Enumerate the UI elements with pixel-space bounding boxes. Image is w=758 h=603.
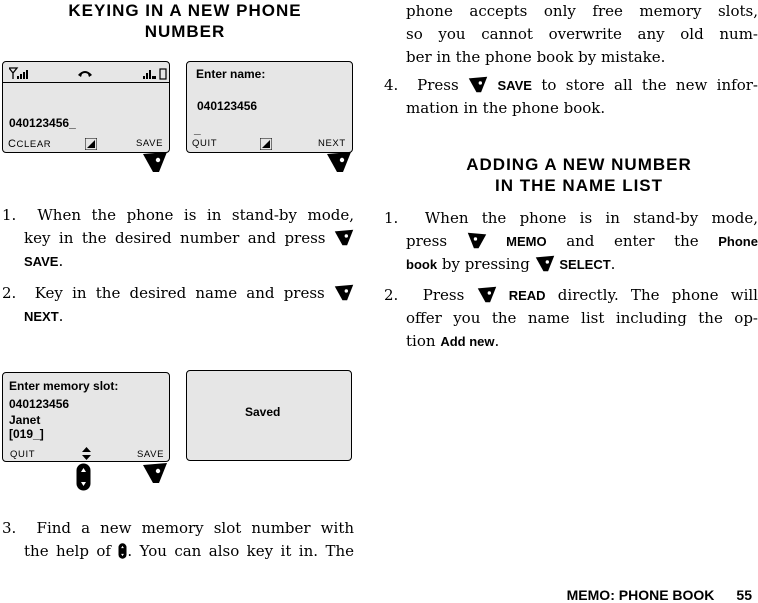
- step-text: and enter the: [566, 232, 699, 250]
- right-softkey-icon: [468, 76, 488, 93]
- edit-icon: [85, 138, 97, 150]
- right-softkey-icon: [334, 229, 354, 246]
- right-softkey-icon: [477, 286, 497, 303]
- softkey-save: SAVE: [137, 449, 165, 460]
- right-softkey-icon: [334, 284, 354, 301]
- step-2-right: [384, 284, 758, 353]
- number-display: 040123456_: [9, 116, 76, 130]
- scroll-arrows-icon: [82, 447, 91, 460]
- step-text: so you cannot overwrite any old num-: [406, 25, 758, 43]
- step-text: Press: [417, 76, 459, 94]
- step-text: mation in the phone book.: [406, 99, 606, 117]
- key-label: NEXT: [24, 309, 59, 324]
- step-2-left: [2, 282, 354, 328]
- step-text: . You can also key it in. The: [127, 542, 354, 560]
- name-display: Janet: [9, 413, 41, 427]
- right-softkey-icon: [142, 463, 168, 483]
- step-text: Find a new memory slot number with: [36, 519, 355, 537]
- heading-line: ADDING A NEW NUMBER: [466, 155, 692, 174]
- key-label: MEMO: [506, 234, 547, 249]
- right-softkey-icon: [326, 152, 352, 172]
- heading-keying-new-number: [10, 0, 360, 42]
- signal-icon: [9, 68, 28, 79]
- edit-icon: [260, 138, 272, 150]
- heading-line: KEYING IN A NEW PHONE: [68, 1, 302, 20]
- step-text: .: [610, 255, 616, 273]
- page-number: 55: [736, 587, 752, 603]
- phone-screen-enter-name: [186, 61, 353, 153]
- step-3-left: [2, 517, 354, 563]
- step-text: Key in the desired name and press: [34, 284, 325, 302]
- number-display: 040123456: [9, 397, 70, 411]
- step-number: 1.: [2, 206, 17, 224]
- right-softkey-icon: [142, 152, 168, 172]
- step-text: by pressing: [441, 255, 530, 273]
- step-number: 3.: [2, 519, 17, 537]
- step-text: phone accepts only free memory slots,: [406, 2, 758, 20]
- step-text: When the phone is in stand-by mode,: [37, 206, 354, 224]
- heading-line: IN THE NAME LIST: [494, 176, 664, 195]
- right-softkey-icon: [535, 255, 555, 272]
- heading-adding-new-number: [406, 154, 752, 196]
- softkey-quit: QUIT: [192, 138, 218, 149]
- screen-title: Enter name:: [196, 67, 266, 81]
- menu-item-label: Phone: [718, 234, 758, 249]
- step-text: ber in the phone book by mistake.: [406, 48, 666, 66]
- step-3-continued: [406, 0, 758, 69]
- slot-display: [019_]: [9, 427, 44, 441]
- step-4-right: [384, 74, 758, 120]
- step-number: 2.: [2, 284, 17, 302]
- key-label: READ: [508, 288, 546, 303]
- softkey-clear: CCLEAR: [8, 138, 52, 150]
- step-number: 4.: [384, 76, 399, 94]
- step-number: 2.: [384, 286, 399, 304]
- footer-title: MEMO: PHONE BOOK: [566, 587, 715, 603]
- saved-message: Saved: [245, 405, 281, 419]
- step-text: offer you the name list including the op-: [406, 309, 758, 327]
- battery-icon: [143, 69, 166, 79]
- screen-title: Enter memory slot:: [9, 379, 119, 393]
- step-1-left: [2, 204, 354, 273]
- left-softkey-icon: [467, 232, 487, 249]
- step-text: .: [494, 332, 500, 350]
- number-display: 040123456: [197, 99, 258, 113]
- softkey-next: NEXT: [318, 138, 346, 149]
- step-text: to store all the new infor-: [541, 76, 758, 94]
- key-label: SAVE: [497, 78, 532, 93]
- step-text: key in the desired number and press: [24, 229, 326, 247]
- status-divider: [3, 82, 169, 83]
- step-number: 1.: [384, 209, 399, 227]
- softkey-quit: QUIT: [10, 449, 36, 460]
- step-text: .: [58, 307, 64, 325]
- step-text: press: [406, 232, 448, 250]
- step-text: the help of: [24, 542, 111, 560]
- key-label: SELECT: [559, 257, 611, 272]
- softkey-save: SAVE: [136, 138, 164, 149]
- menu-item-label: book: [406, 257, 438, 272]
- phone-screen-standby: [2, 61, 170, 153]
- step-1-right: [384, 207, 758, 276]
- heading-line: NUMBER: [144, 22, 226, 41]
- softkey-label: CLEAR: [16, 139, 52, 150]
- scroll-key-icon: [76, 463, 91, 491]
- menu-item-label: Add new: [440, 334, 495, 349]
- step-text: When the phone is in stand-by mode,: [424, 209, 758, 227]
- key-label: SAVE: [24, 254, 59, 269]
- text-cursor: _: [194, 122, 201, 136]
- phone-screen-memory-slot: [2, 372, 170, 462]
- step-text: .: [58, 252, 64, 270]
- handset-icon: [78, 71, 92, 77]
- step-text: tion: [406, 332, 436, 350]
- step-text: Press: [422, 286, 465, 304]
- status-icons: [9, 67, 169, 81]
- step-text: directly. The phone will: [557, 286, 758, 304]
- page-footer: [567, 587, 752, 603]
- phone-screen-saved: [186, 370, 352, 461]
